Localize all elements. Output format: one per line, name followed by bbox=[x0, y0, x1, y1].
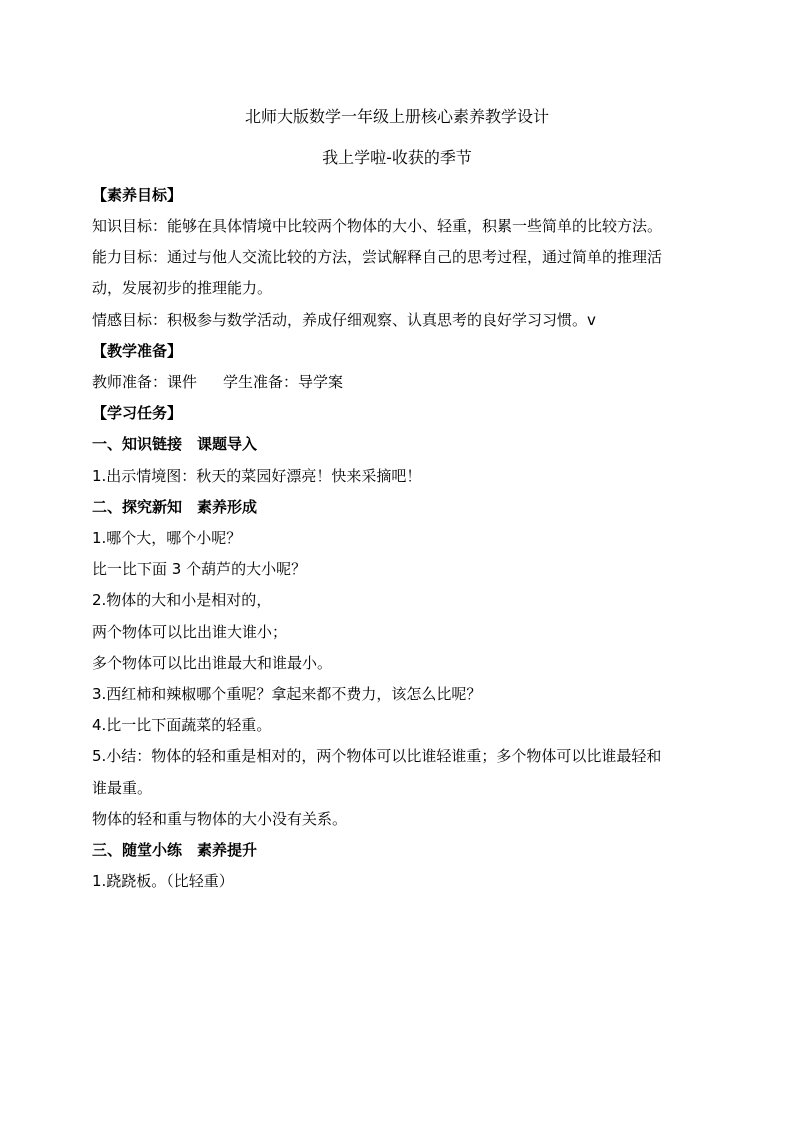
part2-item2: 2.物体的大和小是相对的， bbox=[92, 591, 272, 609]
part3-heading: 三、随堂小练 素养提升 bbox=[92, 841, 258, 859]
part2-item1: 1.哪个大，哪个小呢？ bbox=[92, 529, 242, 547]
emotion-goal: 情感目标：积极参与数学活动，养成仔细观察、认真思考的良好学习习惯。v bbox=[92, 311, 596, 329]
part2-item1-sub: 比一比下面 3 个葫芦的大小呢？ bbox=[92, 560, 307, 578]
part2-item4: 4.比一比下面蔬菜的轻重。 bbox=[92, 716, 272, 734]
ability-goal-line2: 动，发展初步的推理能力。 bbox=[92, 279, 273, 297]
ability-goal-line1: 能力目标：通过与他人交流比较的方法，尝试解释自己的思考过程，通过简单的推理活 bbox=[92, 248, 663, 266]
part3-item1: 1.跷跷板。（比轻重） bbox=[92, 872, 234, 890]
knowledge-goal: 知识目标：能够在具体情境中比较两个物体的大小、轻重，积累一些简单的比较方法。 bbox=[92, 217, 663, 235]
tasks-heading: 【学习任务】 bbox=[92, 404, 183, 422]
prep-heading: 【教学准备】 bbox=[92, 342, 183, 360]
document-title: 北师大版数学一年级上册核心素养教学设计 bbox=[244, 107, 549, 126]
student-prep: 学生准备：导学案 bbox=[223, 373, 344, 391]
goals-heading: 【素养目标】 bbox=[92, 186, 183, 204]
part1-heading: 一、知识链接 课题导入 bbox=[92, 435, 258, 453]
document-subtitle: 我上学啦-收获的季节 bbox=[322, 148, 472, 167]
part2-note: 物体的轻和重与物体的大小没有关系。 bbox=[92, 810, 348, 828]
part2-item2-sub1: 两个物体可以比出谁大谁小； bbox=[92, 623, 288, 641]
part2-heading: 二、探究新知 素养形成 bbox=[92, 498, 258, 516]
part2-item5-line1: 5.小结：物体的轻和重是相对的，两个物体可以比谁轻谁重；多个物体可以比谁最轻和 bbox=[92, 747, 662, 765]
part2-item5-line2: 谁最重。 bbox=[92, 779, 153, 797]
part2-item3: 3.西红柿和辣椒哪个重呢？拿起来都不费力，该怎么比呢？ bbox=[92, 685, 482, 703]
teacher-prep: 教师准备：课件 bbox=[92, 373, 198, 391]
part2-item2-sub2: 多个物体可以比出谁最大和谁最小。 bbox=[92, 654, 333, 672]
prep-line bbox=[92, 372, 712, 392]
part1-item1: 1.出示情境图：秋天的菜园好漂亮！快来采摘吧！ bbox=[92, 467, 422, 485]
